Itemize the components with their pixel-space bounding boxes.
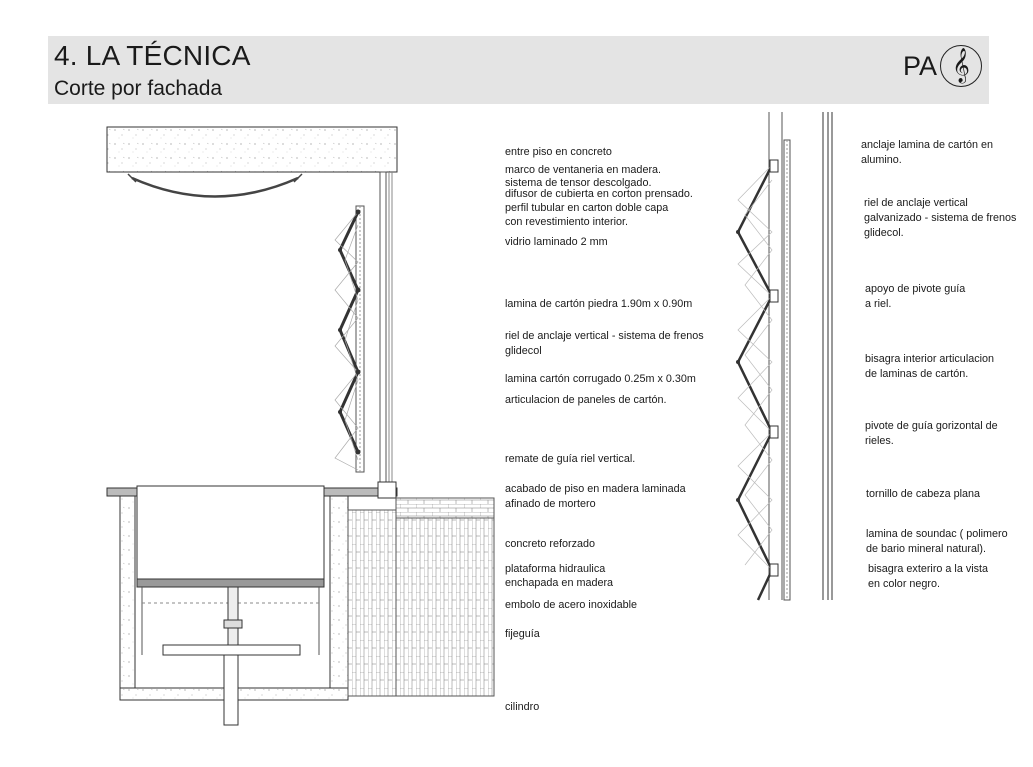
label-pivot-support: apoyo de pivote guía [865, 283, 966, 295]
label-brakes: galvanizado - sistema de frenos [864, 212, 1017, 224]
label-glass: vidrio laminado 2 mm [505, 236, 608, 248]
label-interior-lining: con revestimiento interior. [505, 216, 629, 228]
label-panels: de laminas de cartón. [865, 368, 969, 380]
label-rail-cap: remate de guía riel vertical. [505, 453, 636, 465]
label-diffuser: difusor de cubierta en corton prensado. [505, 188, 693, 200]
logo-text: PA [902, 51, 937, 81]
label-black: en color negro. [868, 578, 941, 590]
label-tubular-profile: perfil tubular en carton doble capa [505, 202, 669, 214]
label-screw: tornillo de cabeza plana [866, 488, 981, 500]
label-articulation: articulacion de paneles de cartón. [505, 394, 667, 406]
label-platform: plataforma hidraulica [505, 563, 606, 575]
label-guide-fix: fijeguía [505, 628, 540, 640]
label-window-frame: marco de ventaneria en madera. [505, 164, 662, 176]
label-mortar: afinado de mortero [505, 498, 596, 510]
label-cylinder: cilindro [505, 701, 540, 713]
label-glidecol: glidecol [505, 345, 542, 357]
label-galv-rail: riel de anclaje vertical [864, 197, 968, 209]
page-subtitle: Corte por fachada [54, 77, 223, 100]
label-soundac: lamina de soundac ( polimero [866, 528, 1008, 540]
label-piston: embolo de acero inoxidable [505, 599, 638, 611]
label-aluminum: alumino. [861, 154, 902, 166]
label-tensor: sistema de tensor descolgado. [505, 177, 652, 189]
label-anchor: anclaje lamina de cartón en [861, 139, 994, 151]
label-glidecol-right: glidecol. [864, 227, 904, 239]
label-barium: de bario mineral natural). [866, 543, 987, 555]
label-corrugated: lamina cartón corrugado 0.25m x 0.30m [505, 373, 696, 385]
label-floor-finish: acabado de piso en madera laminada [505, 483, 686, 495]
label-stone-panel: lamina de cartón piedra 1.90m x 0.90m [505, 298, 693, 310]
treble-clef-icon: 𝄞 [940, 45, 982, 87]
label-horizontal-pivot: pivote de guía gorizontal de [865, 420, 998, 432]
label-wood-veneer: enchapada en madera [505, 577, 614, 589]
label-slab: entre piso en concreto [505, 146, 612, 158]
detail-panels [738, 165, 772, 600]
label-inner-hinge: bisagra interior articulacion [865, 353, 995, 365]
page-title: 4. LA TÉCNICA [54, 40, 251, 71]
label-to-rail: a riel. [865, 298, 892, 310]
label-vertical-rail: riel de anclaje vertical - sistema de frenos [505, 330, 704, 342]
label-outer-hinge: bisagra exteriro a la vista [868, 563, 989, 575]
label-concrete: concreto reforzado [505, 538, 596, 550]
label-rails: rieles. [865, 435, 894, 447]
